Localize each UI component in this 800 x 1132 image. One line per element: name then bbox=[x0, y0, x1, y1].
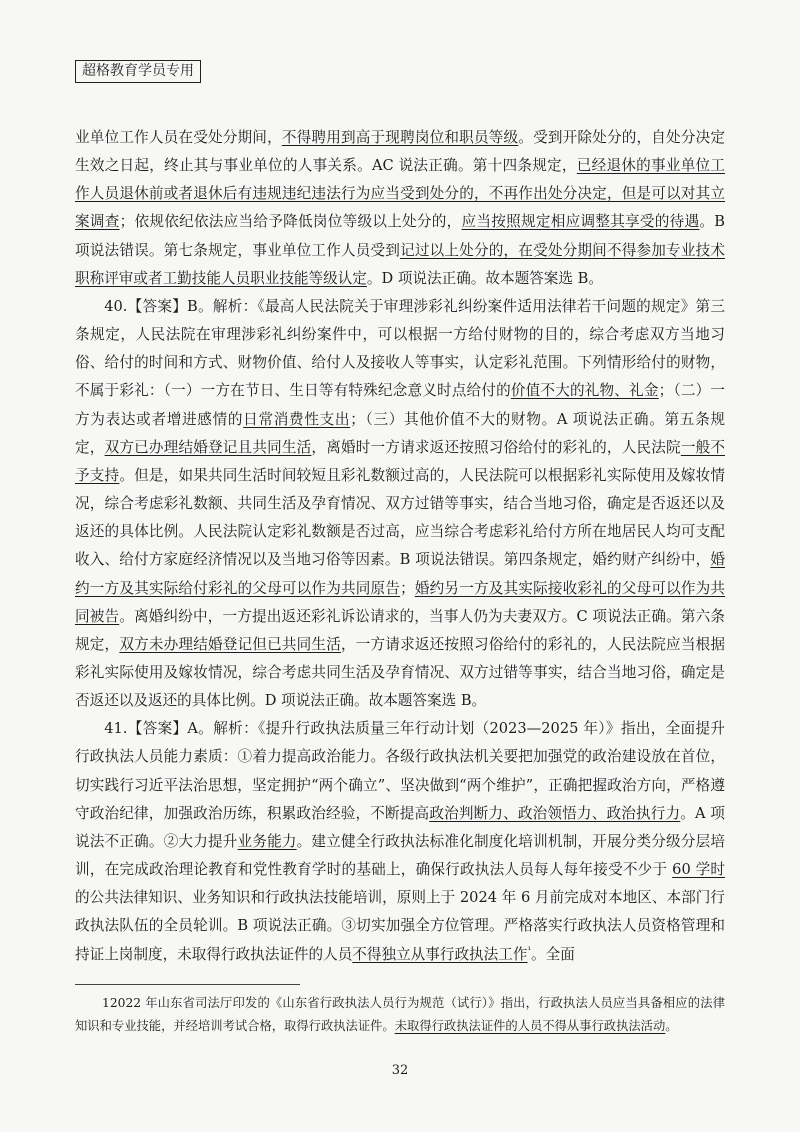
text-run: 41.【答案】A。解析：《提升行政执法质量三年行动计划（2023—2025 年）》指出，全面提升行政执法人员能力素质：①着力提高政治能力。各级行政执法机关要把加强党的政治建设放在首位，切实践行习近平法治思想，坚定拥护“两个确立”、坚决做到“两个维护”，正确把握政治方向，严格遵守政治纪律，加强政治历练，积累政治经验，不断提高 bbox=[75, 720, 725, 822]
text-run: ；（二）一方为表达或者增进感情的 bbox=[75, 382, 725, 428]
underlined-text: 日常消费性支出 bbox=[243, 410, 351, 428]
header-label: 超格教育学员专用 bbox=[75, 60, 201, 83]
text-run: 。受到开除处分的，自处分决定生效之日起，终止其与事业单位的人事关系。AC 说法正确。第十四条规定， bbox=[75, 129, 725, 175]
underlined-text: 应当按照规定相应调整其享受的待遇 bbox=[461, 213, 700, 231]
text-run: 40.【答案】B。解析：《最高人民法院关于审理涉彩礼纠纷案件适用法律若干问题的规定》第三条规定，人民法院在审理涉彩礼纠纷案件中，可以根据一方给付财物的目的，综合考虑双方当地习俗、给付的时间和方式、财物价值、给付人及接收人等事实，认定彩礼范围。下列情形给付的财物，不属于彩礼：（一）一方在节日、生日等有特殊纪念意义时点给付的 bbox=[75, 297, 725, 400]
underlined-text: 不得聘用到高于现聘岗位和职员等级 bbox=[281, 129, 519, 146]
text-run: 。建立健全行政执法标准化制度化培训机制，开展分类分级分层培训，在完成政治理论教育和党性教育学时的基础上，确保行政执法人员每人每年接受不少于 bbox=[75, 832, 725, 879]
underlined-text: 不得独立从事行政执法工作 bbox=[352, 945, 528, 963]
underlined-text: 一般不予支持 bbox=[75, 438, 725, 484]
underlined-text: 60 学时 bbox=[672, 861, 725, 879]
paragraph-answer-40 bbox=[75, 293, 725, 715]
text-run: 。A 项说法不正确。②大力提升 bbox=[75, 804, 725, 850]
text-run: 。 bbox=[665, 1019, 678, 1033]
text-run: 的公共法律知识、业务知识和行政执法技能培训，原则上于 2024 年 6 月前完成对本地区、本部门行政执法队伍的全员轮训。B 项说法正确。③切实加强全方位管理。严格落实行政执法人员资格管理和持证上岗制度，未取得行政执法证件的人员 bbox=[75, 889, 725, 963]
text-run: 。但是，如果共同生活时间较短且彩礼数额过高的，人民法院可以根据彩礼实际使用及嫁妆情况，综合考虑彩礼数额、共同生活及孕育情况、双方过错等事实，结合当地习俗，确定是否返还以及返还的具体比例。人民法院认定彩礼数额是否过高，应当综合考虑彩礼给付方所在地居民人均可支配收入、给付方家庭经济情况以及当地习俗等因素。B 项说法错误。第四条规定，婚约财产纠纷中， bbox=[75, 466, 725, 569]
text-run: ；（三）其他价值不大的财物。A 项说法正确。第五条规定， bbox=[75, 410, 725, 456]
text-run: 。全面 bbox=[531, 945, 575, 963]
page-number: 32 bbox=[391, 1063, 409, 1078]
main-text bbox=[75, 124, 725, 969]
underlined-text: 婚约一方及其实际给付彩礼的父母可以作为共同原告 bbox=[75, 551, 725, 597]
underlined-text: 婚约另一方及其实际接收彩礼的父母可以作为共同被告 bbox=[75, 579, 725, 625]
underlined-text: 价值不大的礼物、礼金 bbox=[510, 382, 659, 400]
text-run: 业单位工作人员在受处分期间， bbox=[75, 129, 282, 146]
footnote-ref: ¹ bbox=[527, 945, 532, 956]
text-run: ，一方请求返还按照习俗给付的彩礼的，人民法院应当根据彩礼实际使用及嫁妆情况，综合考虑共同生活及孕育情况、双方过错等事实，结合当地习俗，确定是否返还以及返还的具体比例。D 项说法正确。故本题答案选 B。 bbox=[75, 635, 725, 710]
text-run: 。B 项说法错误。第七条规定，事业单位工作人员受到 bbox=[75, 213, 725, 259]
paragraph-answer-41 bbox=[75, 715, 725, 968]
underlined-text: 政治判断力、政治领悟力、政治执行力 bbox=[429, 804, 681, 822]
text-run: ；依规依纪依法应当给予降低岗位等级以上处分的， bbox=[119, 213, 462, 231]
underlined-text: 业务能力 bbox=[237, 832, 297, 850]
text-run: 。离婚纠纷中，一方提出返还彩礼诉讼请求的，当事人仍为夫妻双方。C 项说法正确。第六条规定， bbox=[75, 607, 725, 653]
underlined-text: 记过以上处分的，在受处分期间不得参加专业技术职称评审或者工勤技能人员职业技能等级认定 bbox=[75, 241, 725, 287]
footnote bbox=[75, 992, 725, 1038]
text-run: 。D 项说法正确。故本题答案选 B。 bbox=[366, 269, 603, 287]
underlined-text: 双方未办理结婚登记但已共同生活 bbox=[119, 635, 341, 653]
underlined-text: 双方已办理结婚登记且共同生活 bbox=[104, 438, 312, 456]
footnote-divider bbox=[75, 984, 300, 985]
underlined-text: 已经退休的事业单位工作人员退休前或者退休后有违规违纪违法行为应当受到处分的，不再作出处分决定，但是可以对其立案调查 bbox=[75, 157, 725, 231]
text-run: ，离婚时一方请求返还按照习俗给付的彩礼的，人民法院 bbox=[311, 438, 681, 456]
text-run: ； bbox=[400, 579, 415, 597]
underlined-text: 未取得行政执法证件的人员不得从事行政执法活动 bbox=[394, 1019, 666, 1033]
paragraph-continuation bbox=[75, 124, 725, 293]
text-run: 2022 年山东省司法厅印发的《山东省行政执法人员行为规范（试行）》指出，行政执法人员应当具备相应的法律知识和专业技能，并经培训考试合格，取得行政执法证件。 bbox=[75, 996, 725, 1033]
footnote-number: 1 bbox=[102, 996, 110, 1010]
footnote-text bbox=[75, 996, 725, 1033]
